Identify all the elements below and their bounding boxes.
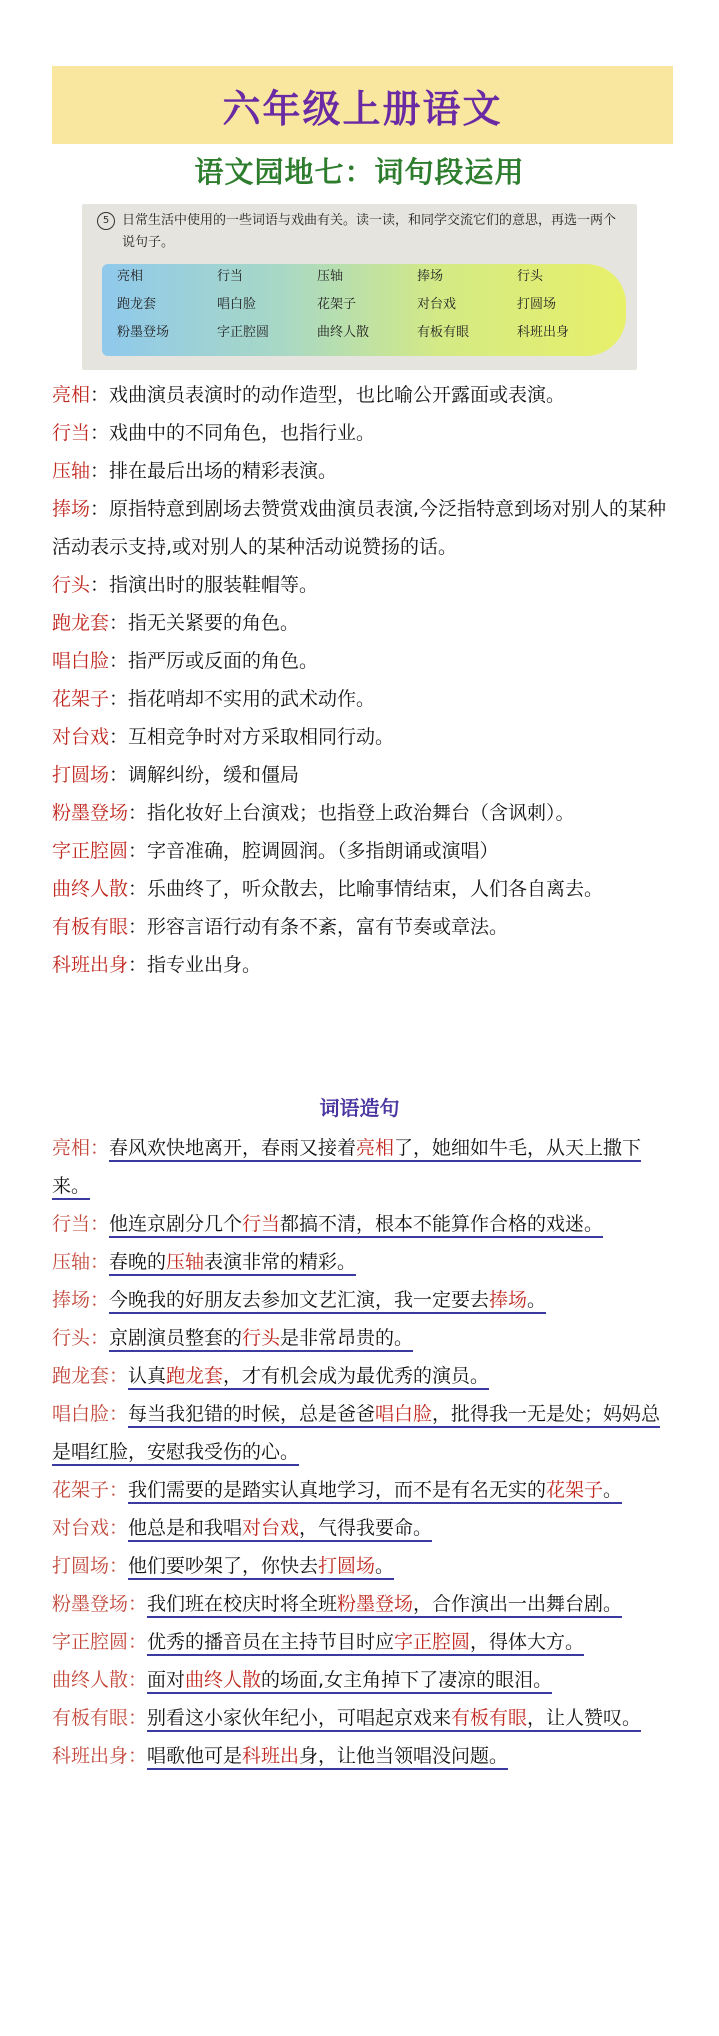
sentence-text: 京剧演员整套的 [109,1327,243,1349]
textbook-word: 粉墨登场 [117,325,170,340]
definition-term: 行当 [52,422,91,444]
textbook-word: 压轴 [317,269,344,284]
sentence-highlight: 有板有眼 [451,1707,528,1729]
definition-text: ：互相竞争时对方采取相同行动。 [109,726,395,748]
definition-item [52,604,682,642]
sentence-term: 跑龙套： [52,1365,129,1387]
sentence-item [52,1281,677,1319]
sentence-term: 压轴： [52,1251,110,1273]
sentence-highlight: 花架子 [546,1479,604,1501]
definition-term: 打圆场 [52,764,110,786]
definition-term: 花架子 [52,688,110,710]
sentence-highlight: 亮相 [356,1137,395,1159]
definition-item [52,718,682,756]
definition-item [52,414,682,452]
definition-term: 行头 [52,574,91,596]
definition-term: 唱白脸 [52,650,110,672]
sentence-item [52,1243,677,1281]
sentence-item [52,1395,677,1471]
sentence-item [52,1319,677,1357]
sentence-text: ，得体大方。 [470,1631,585,1653]
sentence-text: 表演非常的精彩。 [204,1251,357,1273]
textbook-excerpt [82,204,637,370]
sentence-highlight: 捧场 [489,1289,528,1311]
definition-item [52,680,682,718]
sentence-item [52,1357,677,1395]
sentence-text: 我们班在校庆时将全班 [147,1593,338,1615]
definition-item [52,452,682,490]
definition-term: 捧场 [52,498,91,520]
example-sentence [147,1707,641,1732]
sentence-term: 花架子： [52,1479,129,1501]
sentence-text: 他总是和我唱 [128,1517,243,1539]
textbook-word: 行当 [217,269,244,284]
definition-text: ：指无关紧要的角色。 [109,612,300,634]
definition-term: 字正腔圆 [52,840,129,862]
sentence-text: 优秀的播音员在主持节目时应 [147,1631,395,1653]
sentence-highlight: 粉墨登场 [337,1593,414,1615]
page-title: 六年级上册语文 [222,86,503,131]
exercise-number: 5 [97,212,115,230]
sentence-text: 他们要吵架了，你快去 [128,1555,319,1577]
definition-text: ：形容言语行动有条不紊，富有节奏或章法。 [128,916,509,938]
section-subtitle: 语文园地七：词句段运用 [194,155,525,189]
sentence-term: 打圆场： [52,1555,129,1577]
sentence-text: 春风欢快地离开，春雨又接着 [109,1137,357,1159]
example-sentence [147,1593,622,1618]
sentence-item [52,1547,677,1585]
sentence-list [52,1129,677,1775]
definition-text: ：排在最后出场的精彩表演。 [90,460,338,482]
definition-item [52,870,682,908]
example-sentence [147,1669,552,1694]
sentence-term: 对台戏： [52,1517,129,1539]
definition-text: ：指演出时的服装鞋帽等。 [90,574,319,596]
sentence-term: 有板有眼： [52,1707,148,1729]
sentence-term: 曲终人散： [52,1669,148,1691]
definition-text: ：乐曲终了，听众散去，比喻事情结束，人们各自离去。 [128,878,604,900]
definition-item [52,376,682,414]
definition-item [52,642,682,680]
sentence-item [52,1471,677,1509]
definition-text: ：指严厉或反面的角色。 [109,650,319,672]
definition-term: 有板有眼 [52,916,129,938]
textbook-word: 字正腔圆 [217,325,270,340]
sentence-text: 身，让他当领唱没问题。 [299,1745,509,1767]
sentence-item [52,1585,677,1623]
sentence-highlight: 对台戏 [242,1517,300,1539]
sentence-text: ，才有机会成为最优秀的演员。 [223,1365,490,1387]
example-sentence [147,1631,584,1656]
example-sentence [109,1251,356,1276]
sentence-highlight: 字正腔圆 [394,1631,471,1653]
sentence-item [52,1623,677,1661]
sentence-item [52,1205,677,1243]
sentence-highlight: 压轴 [166,1251,205,1273]
sentence-highlight: 曲终人散 [185,1669,262,1691]
definition-term: 亮相 [52,384,91,406]
example-sentence [52,1137,641,1200]
example-sentence [128,1479,622,1504]
textbook-word: 曲终人散 [317,325,370,340]
textbook-word: 对台戏 [417,297,457,312]
sentence-text: 。 [603,1479,623,1501]
sentence-term: 捧场： [52,1289,110,1311]
textbook-word: 捧场 [417,269,444,284]
example-sentence [109,1289,546,1314]
sentence-text: ，让人赞叹。 [527,1707,642,1729]
textbook-word: 打圆场 [517,297,557,312]
example-sentence [109,1327,413,1352]
sentence-text: ，批得我一无是处；妈妈总是唱红脸，安慰我受伤的心。 [52,1403,661,1463]
textbook-word: 行头 [517,269,544,284]
textbook-word: 亮相 [117,269,144,284]
sentence-section-title: 词语造句 [319,1096,400,1120]
definition-item [52,566,682,604]
sentence-highlight: 科班出 [242,1745,300,1767]
sentence-item [52,1737,677,1775]
sentence-highlight: 跑龙套 [166,1365,224,1387]
sentence-text: 唱歌他可是 [147,1745,243,1767]
example-sentence [128,1365,489,1390]
sentence-item [52,1699,677,1737]
definition-term: 科班出身 [52,954,129,976]
definition-text: ：字音准确，腔调圆润。（多指朗诵或演唱） [128,840,499,862]
sentence-term: 行头： [52,1327,110,1349]
definition-item [52,490,682,566]
sentence-text: 面对 [147,1669,186,1691]
definition-item [52,946,682,984]
sentence-term: 行当： [52,1213,110,1235]
example-sentence [52,1403,660,1466]
definition-item [52,756,682,794]
definition-text: ：调解纠纷，缓和僵局 [109,764,300,786]
sentence-term: 亮相： [52,1137,110,1159]
definition-term: 对台戏 [52,726,110,748]
definition-text: ：指花哨却不实用的武术动作。 [109,688,376,710]
sentence-text: 别看这小家伙年纪小，可唱起京戏来 [147,1707,452,1729]
sentence-text: ，气得我要命。 [299,1517,433,1539]
definition-term: 曲终人散 [52,878,129,900]
example-sentence [147,1745,508,1770]
sentence-highlight: 唱白脸 [375,1403,433,1425]
sentence-text: 。 [527,1289,547,1311]
sentence-item [52,1129,677,1205]
sentence-text: ，合作演出一出舞台剧。 [413,1593,623,1615]
sentence-item [52,1661,677,1699]
sentence-text: 认真 [128,1365,167,1387]
definition-list [52,376,682,984]
sentence-text: 是非常昂贵的。 [280,1327,414,1349]
textbook-word: 有板有眼 [417,325,470,340]
sentence-text: 春晚的 [109,1251,167,1273]
sentence-text: 都搞不清，根本不能算作合格的戏迷。 [280,1213,604,1235]
definition-item [52,908,682,946]
textbook-word: 唱白脸 [217,297,257,312]
textbook-word: 跑龙套 [117,297,157,312]
sentence-term: 字正腔圆： [52,1631,148,1653]
sentence-highlight: 行头 [242,1327,281,1349]
sentence-term: 科班出身： [52,1745,148,1767]
example-sentence [128,1555,394,1580]
title-banner [52,66,673,144]
sentence-term: 粉墨登场： [52,1593,148,1615]
sentence-term: 唱白脸： [52,1403,129,1425]
exercise-instruction: 日常生活中使用的一些词语与戏曲有关。读一读，和同学交流它们的意思，再选一两个说句子。 [122,213,617,250]
definition-term: 粉墨登场 [52,802,129,824]
definition-item [52,832,682,870]
sentence-item [52,1509,677,1547]
definition-term: 压轴 [52,460,91,482]
example-sentence [128,1517,432,1542]
sentence-text: 的场面,女主角掉下了凄凉的眼泪。 [261,1669,553,1691]
definition-item [52,794,682,832]
textbook-word: 科班出身 [517,325,570,340]
definition-text: ：指化妆好上台演戏；也指登上政治舞台（含讽刺）。 [128,802,575,824]
textbook-word: 花架子 [317,297,357,312]
sentence-text: 今晚我的好朋友去参加文艺汇演，我一定要去 [109,1289,490,1311]
definition-text: ：戏曲演员表演时的动作造型，也比喻公开露面或表演。 [90,384,566,406]
sentence-text: 每当我犯错的时候，总是爸爸 [128,1403,376,1425]
example-sentence [109,1213,603,1238]
definition-term: 跑龙套 [52,612,110,634]
sentence-text: 了，她细如牛毛，从天上撒下来。 [52,1137,642,1197]
sentence-highlight: 打圆场 [318,1555,376,1577]
sentence-highlight: 行当 [242,1213,281,1235]
sentence-text: 他连京剧分几个 [109,1213,243,1235]
sentence-text: 我们需要的是踏实认真地学习，而不是有名无实的 [128,1479,547,1501]
word-grid [117,268,617,342]
sentence-text: 。 [375,1555,395,1577]
definition-text: ：戏曲中的不同角色，也指行业。 [90,422,376,444]
definition-text: ：指专业出身。 [128,954,262,976]
definition-text: ：原指特意到剧场去赞赏戏曲演员表演,今泛指特意到场对别人的某种活动表示支持,或对别人的某种活动说赞扬的话。 [52,498,667,558]
